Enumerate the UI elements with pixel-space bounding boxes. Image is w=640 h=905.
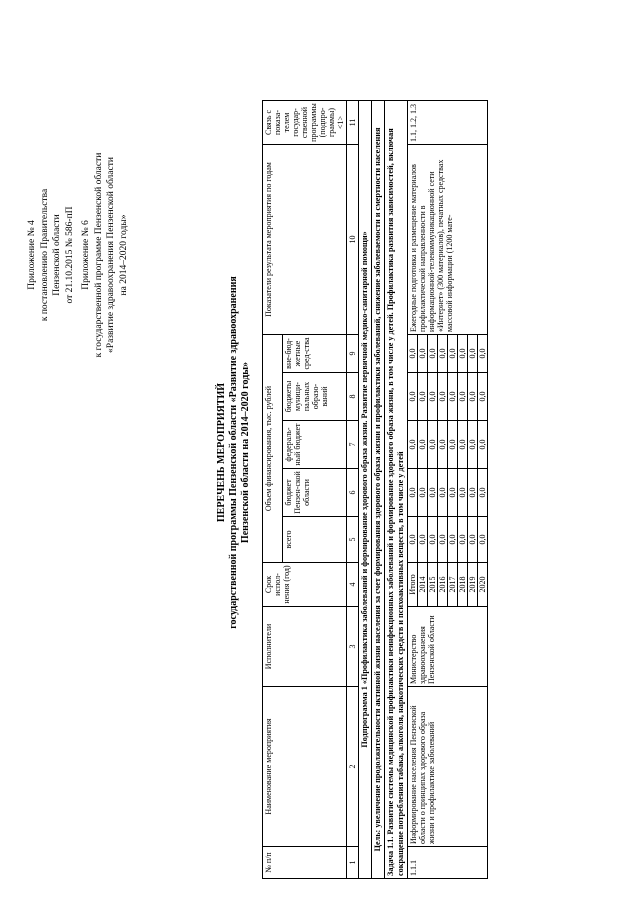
municipal-cell: 0,0: [478, 373, 488, 421]
extra-cell: 0,0: [428, 335, 438, 373]
col-number: 11: [347, 100, 359, 144]
header-executors: Исполнители: [263, 607, 347, 687]
task-row: [385, 100, 408, 878]
extra-cell: 0,0: [408, 335, 418, 373]
year-cell: 2019: [468, 563, 478, 607]
federal-cell: 0,0: [438, 421, 448, 469]
item-num: 1.1.1: [408, 847, 488, 879]
table-row: [408, 100, 418, 878]
header-funding: Объем финансирования, тыс. рублей: [263, 335, 283, 563]
column-number-row: [347, 100, 359, 878]
subprogram-title: Подпрограмма 1 «Профилактика заболеваний и формирование здорового образа жизни. Развитие первичной медико-санитарной помощи»: [359, 100, 372, 878]
subprogram-row: [359, 100, 372, 878]
total-cell: 0,0: [428, 517, 438, 563]
federal-cell: 0,0: [418, 421, 428, 469]
col-number: 2: [347, 687, 359, 847]
year-cell: Итого: [408, 563, 418, 607]
title-line: государственной программы Пензенской области «Развитие здравоохранения: [228, 276, 239, 629]
appendix-line: к постановлению Правительства: [39, 188, 50, 322]
regional-cell: 0,0: [438, 469, 448, 517]
item-link: 1.1, 1.2, 1.3: [408, 100, 488, 144]
municipal-cell: 0,0: [458, 373, 468, 421]
header-term: Срок испол-нения (год): [263, 563, 347, 607]
appendix-block: [26, 35, 130, 475]
col-number: 1: [347, 847, 359, 879]
header-municipal: бюджеты муници-пальных образо-ваний: [283, 373, 347, 421]
regional-cell: 0,0: [408, 469, 418, 517]
federal-cell: 0,0: [448, 421, 458, 469]
year-cell: 2020: [478, 563, 488, 607]
federal-cell: 0,0: [458, 421, 468, 469]
col-number: 10: [347, 145, 359, 335]
col-number: 9: [347, 335, 359, 373]
regional-cell: 0,0: [428, 469, 438, 517]
header-federal: федераль-ный бюджет: [283, 421, 347, 469]
col-number: 5: [347, 517, 359, 563]
regional-cell: 0,0: [448, 469, 458, 517]
appendix-line: «Развитие здравоохранения Пензенской области: [106, 157, 116, 353]
municipal-cell: 0,0: [438, 373, 448, 421]
year-cell: 2015: [428, 563, 438, 607]
appendix-line: на 2014–2020 годы»: [118, 214, 129, 296]
appendix-line: Приложение № 6: [81, 220, 91, 290]
year-cell: 2017: [448, 563, 458, 607]
federal-cell: 0,0: [408, 421, 418, 469]
title-line: Пензенской области на 2014–2020 годы»: [240, 361, 251, 544]
federal-cell: 0,0: [428, 421, 438, 469]
regional-cell: 0,0: [478, 469, 488, 517]
municipal-cell: 0,0: [448, 373, 458, 421]
measures-table: [262, 100, 488, 879]
header-row: [263, 100, 283, 878]
extra-cell: 0,0: [458, 335, 468, 373]
total-cell: 0,0: [468, 517, 478, 563]
appendix-line: к государственной программе Пензенской области: [93, 152, 104, 358]
header-link: Связь с показа-телем государ-ственной программы (подпро-граммы) <1>: [263, 100, 347, 144]
extra-cell: 0,0: [448, 335, 458, 373]
municipal-cell: 0,0: [428, 373, 438, 421]
regional-cell: 0,0: [458, 469, 468, 517]
header-result: Показатели результата мероприятия по годам: [263, 145, 347, 335]
header-num: № п/п: [263, 847, 347, 879]
item-name: Информирование населения Пензенской области о принципах здорового образа жизни и профилактике заболеваний: [408, 687, 488, 847]
total-cell: 0,0: [478, 517, 488, 563]
task-text: Задача 1.1. Развитие системы медицинской профилактики неинфекционных заболеваний и формирование здорового образа жизни, в том числе у детей. Профилактика развития зависимостей, включая сокращение потребления табака, алкоголя, наркотических средств и психоактивных веществ, в том числе у детей: [385, 100, 408, 878]
total-cell: 0,0: [408, 517, 418, 563]
appendix-line: Пензенской области: [52, 214, 62, 296]
municipal-cell: 0,0: [418, 373, 428, 421]
appendix-line: от 21.10.2015 № 586-пП: [64, 206, 75, 304]
regional-cell: 0,0: [418, 469, 428, 517]
col-number: 8: [347, 373, 359, 421]
goal-row: [372, 100, 385, 878]
col-number: 7: [347, 421, 359, 469]
total-cell: 0,0: [448, 517, 458, 563]
municipal-cell: 0,0: [468, 373, 478, 421]
col-number: 4: [347, 563, 359, 607]
year-cell: 2014: [418, 563, 428, 607]
document-title: [216, 0, 252, 905]
col-number: 6: [347, 469, 359, 517]
extra-cell: 0,0: [478, 335, 488, 373]
federal-cell: 0,0: [478, 421, 488, 469]
municipal-cell: 0,0: [408, 373, 418, 421]
regional-cell: 0,0: [468, 469, 478, 517]
extra-cell: 0,0: [468, 335, 478, 373]
federal-cell: 0,0: [468, 421, 478, 469]
header-name: Наименование мероприятия: [263, 687, 347, 847]
year-cell: 2018: [458, 563, 468, 607]
header-extra: вне-бюд-жетные сред-ства: [283, 335, 347, 373]
header-total: всего: [283, 517, 347, 563]
header-regional: бюджет Пензен-ской области: [283, 469, 347, 517]
total-cell: 0,0: [418, 517, 428, 563]
title-line: ПЕРЕЧЕНЬ МЕРОПРИЯТИЙ: [216, 382, 227, 523]
year-cell: 2016: [438, 563, 448, 607]
item-executor: Министерство здравоохранения Пензенской области: [408, 607, 488, 687]
extra-cell: 0,0: [418, 335, 428, 373]
col-number: 3: [347, 607, 359, 687]
total-cell: 0,0: [438, 517, 448, 563]
extra-cell: 0,0: [438, 335, 448, 373]
total-cell: 0,0: [458, 517, 468, 563]
goal-text: Цель: увеличение продолжительности активной жизни населения за счет формирования здорового образа жизни и профилактики заболеваний, снижение заболеваемости и смертности населения: [372, 100, 385, 878]
appendix-line: Приложение № 4: [27, 220, 37, 290]
item-result: Ежегодные подготовка и размещение материалов профилактической направленности в информационной-телекоммуникационной сети «Интернет» (300 материалов), печатных средствах массовой информации (1200 мате-: [408, 145, 488, 335]
